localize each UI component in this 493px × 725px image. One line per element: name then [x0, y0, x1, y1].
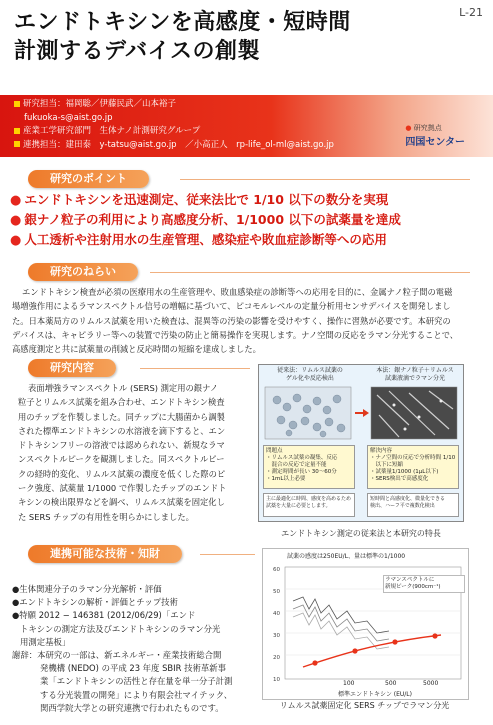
acknowledgement-line: 関西学院大学との研究連携で行われたものです。 — [40, 702, 224, 713]
point-text: 人工透析や注射用水の生産管理、感染症や敗血症診断等への応用 — [24, 232, 387, 247]
fig1-solution-box: 解決内容 ・ナノ空間の反応で分析時間 1/10 以下に短縮 ・試薬量1/1000 (1μL以下) ・SERS検出で高感度化 — [367, 445, 459, 489]
figure2-caption: リムルス試薬固定化 SERS チップでラマン分光 — [279, 701, 450, 710]
content-line: された標準エンドトキシンの水溶液を滴下すると、エン — [18, 425, 226, 436]
figure-sers-plot — [263, 549, 468, 699]
section-rule — [140, 368, 250, 369]
fig2-x-axis-title: 標準エンドトキシン (EU/L) — [338, 691, 412, 698]
research-site-label: ● 研究拠点 — [405, 123, 465, 133]
figure-sers-chip — [262, 548, 469, 700]
point-text: 銀ナノ粒子の利用により高感度分析、1/1000 以下の試薬量を達成 — [24, 212, 401, 227]
fig2-x-tick: 500 — [385, 680, 397, 687]
fig2-x-tick: 100 — [343, 680, 355, 687]
collab-list — [12, 583, 252, 715]
info-row-department — [14, 125, 414, 139]
content-line: ドトキシンフリーの溶液では認められない、新規なラマ — [18, 440, 225, 451]
acknowledgement-line: 謝辞：本研究の一部は、新エネルギー・産業技術総合開 — [12, 650, 222, 661]
collab-item: ●特願 2012 − 146381 (2012/06/29)「エンド — [12, 610, 196, 621]
fig1-problems-box: 問題点 ・リムルス試薬の凝集、反応 混合の反応で定量不能 ・測定時間が長い 30〜60分 ・1mL以上必要 — [263, 445, 355, 489]
info-row-contact — [14, 139, 414, 153]
acknowledgement-line: する分光装置の開発」により有限会社マイテック、 — [40, 689, 233, 700]
fig2-peak-label: ラマンスペクトルに 新規ピーク(900cm⁻¹) — [383, 575, 465, 593]
fig2-inset-note: 試薬の感度は250EU/L、量は標準の1/1000 — [287, 553, 406, 560]
svg-text:30: 30 — [273, 633, 280, 639]
section-header-collab: 連携可能な技術・知財 — [28, 545, 182, 563]
svg-text:20: 20 — [273, 655, 280, 661]
content-line: 表面増強ラマンスペクトル (SERS) 測定用の銀ナノ — [28, 383, 219, 393]
info-department: 産業工学研究部門 生体ナノ計測研究グループ — [23, 126, 201, 136]
info-email: fukuoka-s@aist.go.jp — [24, 112, 113, 123]
title-line-1: エンドトキシンを高感度・短時間 — [14, 10, 351, 35]
section-header-points: 研究のポイント — [28, 170, 149, 188]
svg-text:50: 50 — [273, 589, 280, 595]
points-list — [10, 190, 480, 250]
svg-text:10: 10 — [273, 677, 280, 683]
page-title — [14, 8, 424, 66]
point-item — [10, 210, 480, 230]
content-paragraph — [18, 381, 248, 524]
bullet-square-icon — [14, 128, 20, 134]
content-line: クの経時的変化、リムルス試薬の濃度を低くした際のピ — [18, 468, 226, 479]
info-researchers: 研究担当：福岡聡／伊藤民武／山本裕子 — [23, 99, 177, 109]
section-rule — [180, 179, 470, 180]
bullet-dot-icon: ● — [10, 213, 22, 228]
acknowledgement-line: 発機構 (NEDO) の平成 23 年度 SBIR 技術革新事 — [40, 663, 226, 674]
research-site — [405, 123, 465, 148]
fig1-right-title: 本法：銀ナノ粒子＋リムルス 試薬液滴でラマン分光 — [376, 367, 454, 382]
aim-line: 場増強作用によるラマンスペクトル信号の増幅に基づいて、ピコモルレベルの定量分析用センサデバイスを開発しまし — [12, 301, 451, 312]
aim-line: た。日本薬局方のリムルス試薬を用いた検査は、混異等の汚染の影響を受けやすく、操作に習熟が必要です。本研究の — [12, 315, 451, 326]
section-header-aim: 研究のねらい — [28, 263, 138, 281]
aim-line: デバイスは、キャピラリー等への装置で汚染の防止と簡易操作を実現します。ナノ空間の反応をラマン分光することで、 — [12, 329, 459, 340]
aim-line: 高感度測定と共に試薬量の削減と反応時間の短縮を達成しました。 — [12, 344, 261, 355]
figure1-caption: エンドトキシン測定の従来法と本研究の特長 — [281, 529, 441, 538]
collab-item: ●生体関連分子のラマン分光解析・評価 — [12, 584, 162, 594]
content-line: キシンの検出限界などを調べ、リムルス試薬を固定化し — [18, 497, 225, 508]
figure-methods-comparison — [258, 364, 464, 538]
section-rule — [150, 272, 470, 273]
content-line: ーク強度、試薬量 1/1000 で作製したチップのエンドト — [18, 483, 227, 494]
point-text: エンドトキシンを迅速測定、従来法比で 1/10 以下の数分を実現 — [24, 192, 389, 207]
collab-item: 用測定基板」 — [20, 636, 71, 647]
point-item — [10, 190, 480, 210]
point-item — [10, 230, 480, 250]
section-rule — [200, 554, 255, 555]
bullet-dot-icon: ● — [10, 193, 22, 208]
info-block — [14, 98, 414, 152]
acknowledgement-line: 業「エンドトキシンの活性と存在量を単一分子計測 — [40, 676, 233, 687]
bullet-square-icon — [14, 141, 20, 147]
svg-text:60: 60 — [273, 567, 280, 573]
info-row-email — [14, 112, 414, 126]
content-line: 用のチップを作製しました。同チップに大腸菌から調製 — [18, 411, 225, 422]
research-site-name: 四国センター — [405, 137, 465, 148]
fig1-right-note: 短時間と高感度化、微量化できる 検出、ハーフ平で複数化検出 — [367, 493, 459, 517]
fig1-left-title: 従来法：リムルス試薬の ゲル化や反応検出 — [277, 367, 343, 382]
content-line: 粒子とリムルス試薬を組み合わせ、エンドトキシン検査 — [18, 397, 225, 408]
info-contact: 連携担当：建田泰 y-tatsu@aist.go.jp ／小高正人 rp-life_ol-ml@aist.go.jp — [23, 139, 334, 150]
page-code: L-21 — [459, 6, 483, 19]
section-header-content: 研究内容 — [28, 359, 116, 377]
fig1-left-note: 主に最適化に時間、感度を高めるため 試薬を大量に必要とします。 — [263, 493, 355, 517]
aim-paragraph — [12, 285, 474, 356]
content-line: た SERS チップの有用性を明らかにしました。 — [18, 511, 194, 522]
bullet-dot-icon: ● — [10, 233, 22, 248]
info-row-researchers — [14, 98, 414, 112]
collab-item: トキシンの測定方法及びエンドトキシンのラマン分光 — [20, 623, 221, 634]
fig2-x-tick: 5000 — [423, 680, 439, 687]
bullet-square-icon — [14, 101, 20, 107]
title-line-2: 計測するデバイスの創製 — [14, 39, 260, 64]
svg-text:40: 40 — [273, 611, 280, 617]
content-line: ンスペクトルピークを観測しました。同スペクトルピー — [18, 454, 225, 465]
aim-line: エンドトキシン検査が必須の医療用水の生産管理や、敗血感染症の診断等への応用を目的に、金属ナノ粒子間の電磁 — [22, 287, 453, 297]
collab-item: ●エンドトキシンの解析・評価とチップ技術 — [12, 597, 178, 608]
